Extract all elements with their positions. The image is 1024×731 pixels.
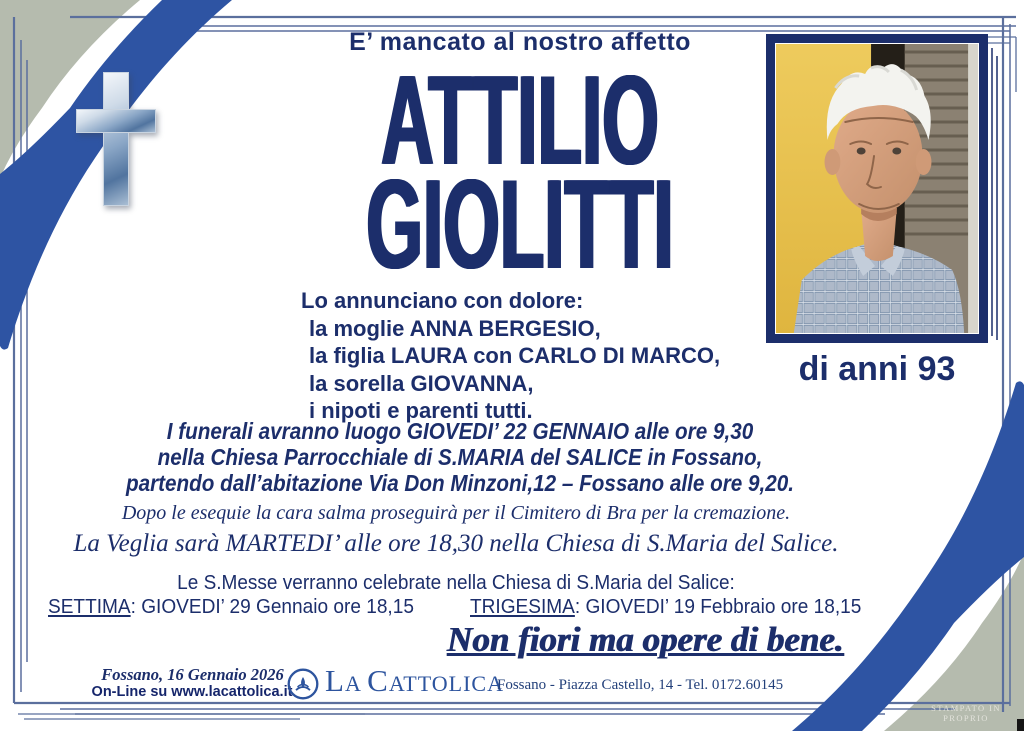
cremation-line: Dopo le esequie la cara salma proseguirà per il Cimitero di Bra per la cremazione.: [121, 502, 791, 524]
mass-trigesima-label: TRIGESIMA: [470, 595, 575, 618]
mass-settima-detail: : GIOVEDI’ 29 Gennaio ore 18,15: [130, 595, 414, 618]
announcement-line: la figlia LAURA con CARLO DI MARCO,: [309, 343, 721, 368]
agency-name-part: C: [367, 663, 389, 698]
mass-settima: [48, 595, 414, 619]
agency-address: Fossano - Piazza Castello, 14 - Tel. 0172.60145: [497, 677, 784, 693]
deceased-name: [0, 50, 1024, 297]
la-cattolica-logo-icon: [286, 667, 320, 701]
intro-line: E’ mancato al nostro affetto: [349, 28, 691, 56]
announcement-line: la moglie ANNA BERGESIO,: [309, 315, 601, 341]
mass-trigesima-detail: : GIOVEDI’ 19 Febbraio ore 18,15: [574, 595, 862, 618]
motto-line: Non fiori ma opere di bene.: [446, 620, 844, 659]
agency-name-part: L: [325, 663, 345, 698]
funeral-details: [82, 418, 839, 496]
funeral-line: partendo dall’abitazione Via Don Minzoni,12 – Fossano alle ore 9,20.: [125, 470, 795, 496]
mass-trigesima: [470, 595, 861, 619]
announcement-lead: Lo annunciano con dolore:: [301, 288, 584, 313]
funeral-line: I funerali avranno luogo GIOVEDI’ 22 GENNAIO alle ore 9,30: [166, 418, 754, 444]
printed-note: STAMPATO IN PROPRIO: [931, 703, 1001, 723]
vigil-line: La Veglia sarà MARTEDI’ alle ore 18,30 nella Chiesa di S.Maria del Salice.: [73, 530, 839, 557]
agency-name-part: A: [344, 671, 368, 696]
funeral-line: nella Chiesa Parrocchiale di S.MARIA del SALICE in Fossano,: [157, 444, 763, 470]
agency-name-part: ATTOLICA: [388, 671, 504, 696]
age-caption: di anni 93: [798, 350, 956, 388]
announcement-line: i nipoti e parenti tutti.: [309, 398, 533, 423]
deceased-last-name: GIOLITTI: [366, 154, 674, 297]
deceased-first-name: ATTILIO: [381, 50, 659, 193]
mass-settima-label: SETTIMA: [48, 595, 131, 618]
agency-name: [325, 663, 504, 699]
announcement-line: la sorella GIOVANNA,: [309, 370, 534, 396]
masses-intro: Le S.Messe verranno celebrate nella Chiesa di S.Maria del Salice:: [177, 572, 735, 594]
announcement-block: [301, 287, 720, 425]
place-date: Fossano, 16 Gennaio 2026: [101, 665, 284, 684]
online-note: On-Line su www.lacattolica.it: [91, 684, 293, 700]
